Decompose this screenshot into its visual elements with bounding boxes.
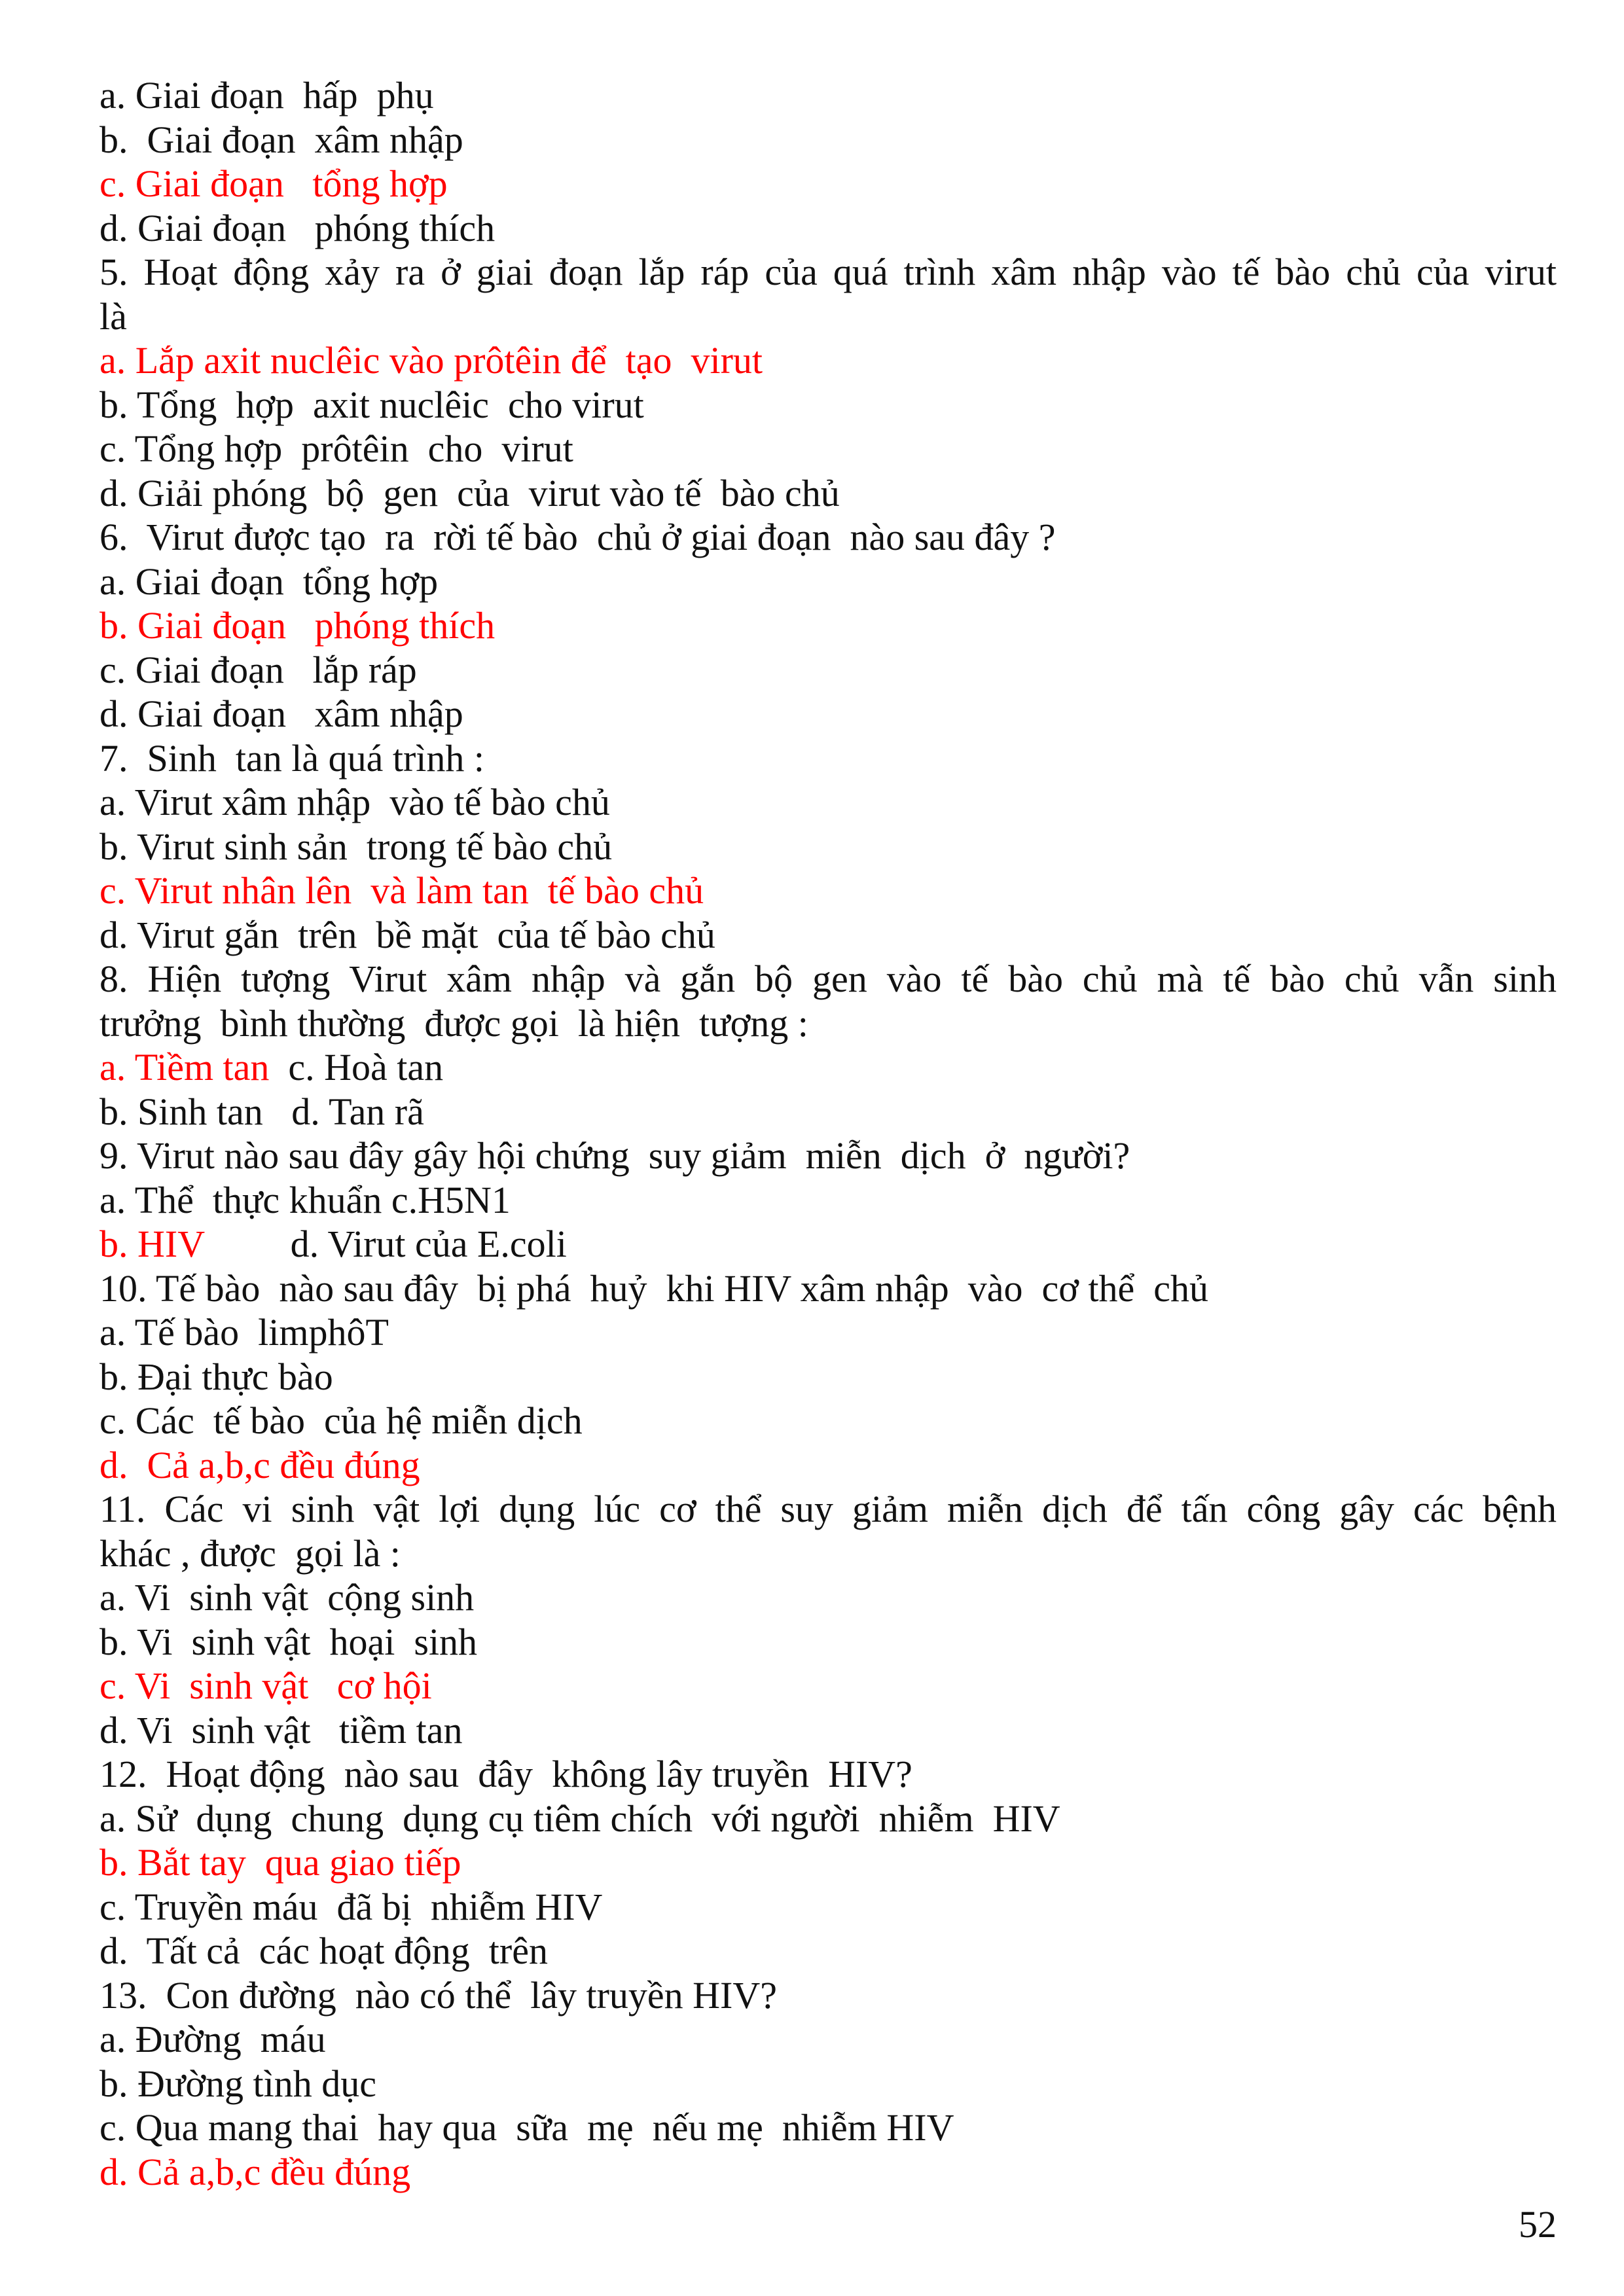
text-line: a. Virut xâm nhập vào tế bào chủ <box>99 781 610 823</box>
correct-answer: d. Cả a,b,c đều đúng <box>99 2150 411 2193</box>
document-page <box>99 73 1557 2194</box>
text-line: a. Giai đoạn tổng hợp <box>99 560 439 603</box>
text-line: b. Tổng hợp axit nuclêic cho virut <box>99 383 644 426</box>
correct-answer: c. Vi sinh vật cơ hội <box>99 1664 432 1707</box>
text-line: b. Giai đoạn xâm nhập <box>99 118 463 161</box>
text-line: b. Đường tình dục <box>99 2062 376 2105</box>
text-line: 7. Sinh tan là quá trình : <box>99 736 484 780</box>
text-line: 5. Hoạt động xảy ra ở giai đoạn lắp ráp của quá trình xâm nhập vào tế bào chủ của virut <box>99 251 1557 293</box>
text-line: b. Virut sinh sản trong tế bào chủ <box>99 825 613 868</box>
text-line: 8. Hiện tượng Virut xâm nhập và gắn bộ gen vào tế bào chủ mà tế bào chủ vẫn sinh <box>99 958 1557 1000</box>
correct-answer: b. Giai đoạn phóng thích <box>99 604 496 647</box>
text-line: 12. Hoạt động nào sau đây không lây truyền HIV? <box>99 1753 912 1795</box>
correct-answer: c. Giai đoạn tổng hợp <box>99 162 448 205</box>
text-line: 6. Virut được tạo ra rời tế bào chủ ở giai đoạn nào sau đây ? <box>99 516 1056 558</box>
text-line: a. Sử dụng chung dụng cụ tiêm chích với người nhiễm HIV <box>99 1797 1060 1840</box>
text-line: c. Các tế bào của hệ miễn dịch <box>99 1399 583 1442</box>
text-line: là <box>99 295 127 338</box>
answer-pair-line <box>99 1222 1557 1266</box>
answer-option: d. Virut của E.coli <box>205 1223 567 1265</box>
text-line: 11. Các vi sinh vật lợi dụng lúc cơ thể suy giảm miễn dịch để tấn công gây các bệnh <box>99 1488 1557 1530</box>
page-number: 52 <box>1519 2203 1557 2246</box>
text-line: d. Giai đoạn xâm nhập <box>99 692 463 735</box>
answer-pair-line <box>99 1090 1557 1134</box>
text-line: khác , được gọi là : <box>99 1532 401 1575</box>
text-line: 9. Virut nào sau đây gây hội chứng suy giảm miễn dịch ở người? <box>99 1134 1130 1177</box>
text-line: a. Giai đoạn hấp phụ <box>99 74 434 117</box>
text-line: b. Đại thực bào <box>99 1355 333 1398</box>
answer-option: d. Tan rã <box>262 1090 424 1133</box>
text-line: b. Vi sinh vật hoại sinh <box>99 1620 478 1663</box>
text-line: a. Tế bào limphôT <box>99 1311 389 1354</box>
correct-answer: d. Cả a,b,c đều đúng <box>99 1443 420 1486</box>
correct-answer: a. Lắp axit nuclêic vào prôtêin để tạo virut <box>99 339 763 382</box>
text-line: d. Tất cả các hoạt động trên <box>99 1929 548 1972</box>
correct-answer: b. HIV <box>99 1223 206 1265</box>
correct-answer: c. Virut nhân lên và làm tan tế bào chủ <box>99 869 704 912</box>
text-line: c. Tổng hợp prôtêin cho virut <box>99 427 573 470</box>
text-line: c. Truyền máu đã bị nhiễm HIV <box>99 1885 603 1928</box>
text-line: 13. Con đường nào có thể lây truyền HIV? <box>99 1973 777 2017</box>
text-line: d. Virut gắn trên bề mặt của tế bào chủ <box>99 913 715 956</box>
text-line: a. Thể thực khuẩn c.H5N1 <box>99 1178 511 1221</box>
answer-pair-line <box>99 1045 1557 1090</box>
correct-answer: a. Tiềm tan <box>99 1046 270 1088</box>
text-line: d. Giai đoạn phóng thích <box>99 206 496 249</box>
text-line: 10. Tế bào nào sau đây bị phá huỷ khi HIV xâm nhập vào cơ thể chủ <box>99 1266 1209 1310</box>
text-line: trưởng bình thường được gọi là hiện tượng : <box>99 1001 808 1045</box>
answer-option: b. Sinh tan <box>99 1090 263 1133</box>
text-line: c. Qua mang thai hay qua sữa mẹ nếu mẹ nhiễm HIV <box>99 2106 954 2149</box>
text-line: d. Vi sinh vật tiềm tan <box>99 1708 463 1751</box>
text-line: a. Đường máu <box>99 2018 326 2060</box>
text-line: c. Giai đoạn lắp ráp <box>99 648 417 691</box>
text-line: d. Giải phóng bộ gen của virut vào tế bào chủ <box>99 471 840 514</box>
answer-option: c. Hoà tan <box>269 1046 444 1088</box>
text-line: a. Vi sinh vật cộng sinh <box>99 1576 475 1619</box>
correct-answer: b. Bắt tay qua giao tiếp <box>99 1841 461 1884</box>
